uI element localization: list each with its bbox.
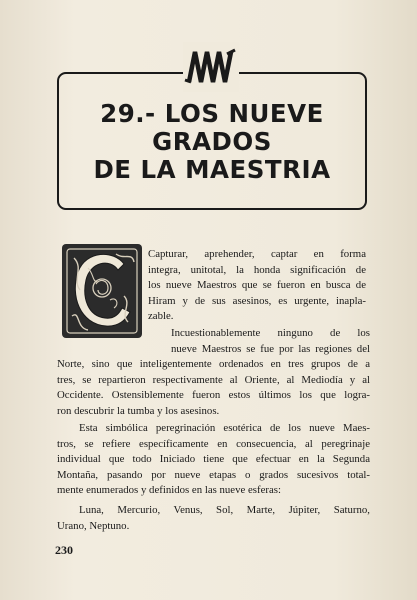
text-line: ron descubrir la tumba y los asesinos.: [57, 404, 220, 417]
paragraph-2: [57, 326, 370, 420]
page-number: 230: [55, 543, 73, 557]
text-line: Hiram y de sus asesinos, es urgente, inapla-: [148, 294, 366, 307]
text-line: Norte, sino que inteligentemente ordenados en tres grupos de a: [57, 358, 370, 371]
title-line-1: 29.- LOS NUEVE: [100, 99, 324, 128]
text-line: tros, se refiere específicamente en consecuencia, al peregrinaje: [57, 437, 370, 450]
zigzag-ornament-icon: [183, 42, 239, 92]
text-line: zable.: [148, 310, 174, 323]
text-line: individual que todo Iniciado tiene que efectuar en la Segunda: [57, 453, 370, 466]
text-line: Capturar, aprehender, captar en forma: [148, 248, 366, 260]
text-line: nueve Maestros se fue por las regiones del: [171, 342, 370, 355]
text-line: integra, unitotal, la honda significación de: [148, 263, 366, 276]
text-line: Montaña, pasando por nueve etapas o grados sucesivos total-: [57, 468, 370, 481]
text-line: los nueve Maestros que se fueron en busca de: [148, 279, 366, 292]
paragraph-3: [57, 421, 370, 499]
text-line: mente enumerados y definidos en las nueve esferas:: [57, 484, 281, 497]
paragraph-4: [57, 503, 370, 534]
text-line: Esta simbólica peregrinación esotérica de los nueve Maes-: [79, 422, 370, 434]
chapter-title: [60, 100, 364, 184]
text-line: Luna, Mercurio, Venus, Sol, Marte, Júpiter, Saturno,: [79, 504, 370, 516]
title-line-3: DE LA MAESTRIA: [93, 155, 331, 184]
text-line: Urano, Neptuno.: [57, 519, 130, 532]
paragraph-1: [148, 247, 366, 325]
title-line-2: GRADOS: [152, 127, 272, 156]
text-line: Incuestionablemente ninguno de los: [171, 327, 370, 339]
text-line: tres, se repartieron respectivamente al Oriente, al Mediodía y al: [57, 373, 370, 386]
text-line: Occidente. Ostensiblemente fueron estos últimos los que logra-: [57, 389, 370, 402]
